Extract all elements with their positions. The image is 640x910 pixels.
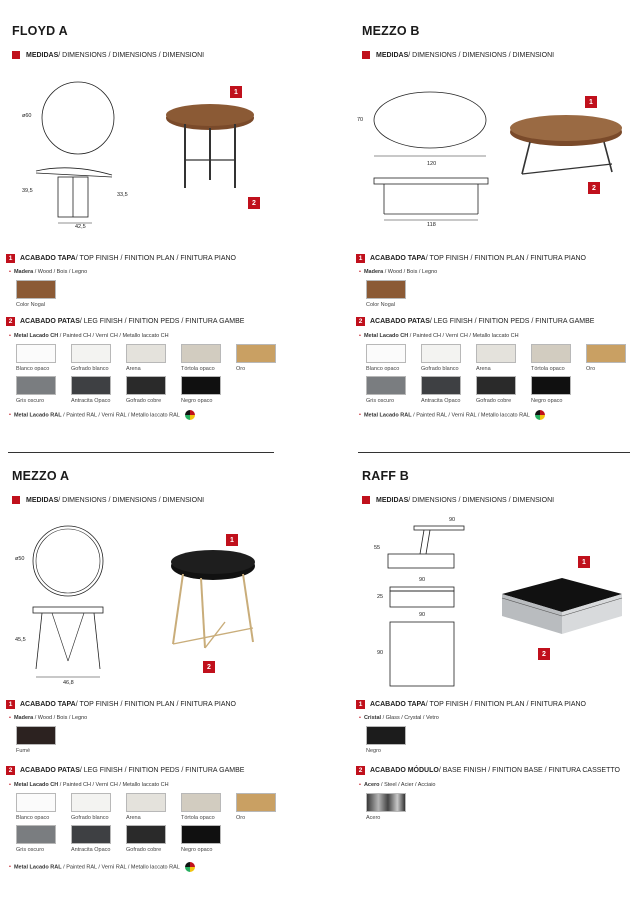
base-finish-heading: 2 ACABADO MÓDULO / BASE FINISH / FINITION BASE / FINITURA CASSETTO xyxy=(356,766,640,775)
ral-palette-icon xyxy=(185,410,195,420)
mezzo-b-product-image xyxy=(508,110,628,180)
swatch-chip xyxy=(126,825,166,844)
dimension-label: 33,5 xyxy=(117,192,128,198)
swatch xyxy=(126,825,166,853)
swatch xyxy=(366,344,406,372)
floyd-a-plan-drawing xyxy=(38,78,118,158)
swatch-chip xyxy=(16,344,56,363)
swatch-row xyxy=(16,793,296,821)
swatch-chip xyxy=(16,825,56,844)
swatch-label: Acero xyxy=(366,815,381,821)
raff-b-elevation-closed-drawing xyxy=(388,585,458,610)
swatch xyxy=(366,793,406,821)
material-subheading: • Madera / Wood / Bois / Legno xyxy=(9,715,88,721)
dimension-label: 120 xyxy=(427,161,437,167)
top-finish-heading: 1 ACABADO TAPA / TOP FINISH / FINITION PLAN / FINITURA PIANO xyxy=(6,254,296,263)
swatch xyxy=(421,376,461,404)
swatch xyxy=(16,726,56,754)
swatch-label: Blanco opaco xyxy=(16,366,50,372)
product-title: RAFF B xyxy=(362,469,410,483)
swatch-chip xyxy=(181,825,221,844)
swatch-row xyxy=(366,376,640,404)
swatch-chip xyxy=(366,726,406,745)
dimension-label: 25 xyxy=(377,594,384,600)
swatch xyxy=(71,376,111,404)
red-square-icon xyxy=(362,51,370,59)
swatch xyxy=(16,376,56,404)
swatch-chip xyxy=(531,344,571,363)
swatch-chip xyxy=(16,793,56,812)
swatch-chip xyxy=(16,280,56,299)
swatch-label: Gris oscuro xyxy=(16,847,45,853)
swatch xyxy=(236,344,276,372)
section-raff-b xyxy=(362,469,640,504)
swatch-label: Antracita Opaco xyxy=(421,398,461,404)
dimensions-heading: MEDIDAS / DIMENSIONS / DIMENSIONS / DIMENSIONI xyxy=(12,496,302,504)
swatch-chip xyxy=(421,344,461,363)
dimension-label: 90 xyxy=(377,650,384,656)
mezzo-a-finishes xyxy=(6,700,296,872)
swatch-chip xyxy=(586,344,626,363)
swatch xyxy=(71,793,111,821)
callout-1: 1 xyxy=(578,556,590,568)
dimension-label: 55 xyxy=(374,545,381,551)
swatch-chip xyxy=(236,793,276,812)
swatch-chip xyxy=(476,376,516,395)
swatch xyxy=(126,376,166,404)
swatch-chip xyxy=(531,376,571,395)
red-square-icon xyxy=(12,496,20,504)
ral-subheading: • Metal Lacado RAL / Painted RAL / Vernì RAL / Metallo laccato RAL xyxy=(9,862,296,872)
swatch-label: Oro xyxy=(236,366,246,372)
material-subheading: • Madera / Wood / Bois / Legno xyxy=(9,269,88,275)
swatch xyxy=(181,793,221,821)
swatch-label: Tórtola opaco xyxy=(531,366,565,372)
swatch xyxy=(366,376,406,404)
swatch xyxy=(366,726,406,754)
swatch xyxy=(126,344,166,372)
swatch xyxy=(16,280,56,308)
swatch xyxy=(126,793,166,821)
mezzo-b-elevation-drawing xyxy=(372,176,492,221)
red-square-icon xyxy=(362,496,370,504)
ral-subheading: • Metal Lacado RAL / Painted RAL / Vernì RAL / Metallo laccato RAL xyxy=(9,410,296,420)
mezzo-a-product-image xyxy=(165,548,265,658)
swatch-label: Arena xyxy=(126,815,141,821)
swatch-row xyxy=(16,376,296,404)
floyd-a-product-image xyxy=(160,100,260,200)
ral-subheading: • Metal Lacado RAL / Painted RAL / Vernì RAL / Metallo laccato RAL xyxy=(359,410,640,420)
leg-finish-heading: 2 ACABADO PATAS / LEG FINISH / FINITION PEDS / FINITURA GAMBE xyxy=(6,317,296,326)
material-subheading: • Metal Lacado CH / Painted CH / Vernì CH / Metallo laccato CH xyxy=(359,333,519,339)
swatch-label: Color Nogal xyxy=(16,302,46,308)
mezzo-a-plan-drawing xyxy=(30,523,110,603)
swatch-label: Arena xyxy=(126,366,141,372)
product-title: MEZZO B xyxy=(362,24,420,38)
swatch xyxy=(181,344,221,372)
material-subheading: • Metal Lacado CH / Painted CH / Vernì CH / Metallo laccato CH xyxy=(9,333,169,339)
swatch-chip xyxy=(16,726,56,745)
swatch-label: Negro opaco xyxy=(531,398,563,404)
mezzo-b-finishes xyxy=(356,254,640,420)
swatch xyxy=(16,825,56,853)
swatch-label: Gofrado blanco xyxy=(71,815,109,821)
product-title: MEZZO A xyxy=(12,469,70,483)
swatch xyxy=(421,344,461,372)
top-finish-heading: 1 ACABADO TAPA / TOP FINISH / FINITION PLAN / FINITURA PIANO xyxy=(356,700,640,709)
swatch xyxy=(181,825,221,853)
swatch xyxy=(476,376,516,404)
callout-1: 1 xyxy=(226,534,238,546)
swatch-label: Negro opaco xyxy=(181,398,213,404)
ral-palette-icon xyxy=(185,862,195,872)
raff-b-product-image xyxy=(492,572,627,642)
swatch xyxy=(236,793,276,821)
dimension-label: 90 xyxy=(449,517,456,523)
swatch xyxy=(16,793,56,821)
swatch xyxy=(476,344,516,372)
divider-right xyxy=(358,452,630,453)
mezzo-b-plan-drawing xyxy=(372,88,492,158)
swatch-label: Negro opaco xyxy=(181,847,213,853)
leg-swatch-grid xyxy=(366,344,640,404)
material-subheading: • Metal Lacado CH / Painted CH / Vernì CH / Metallo laccato CH xyxy=(9,782,169,788)
swatch-chip xyxy=(476,344,516,363)
dimension-label: 90 xyxy=(419,612,426,618)
swatch-label: Gris oscuro xyxy=(16,398,45,404)
swatch-label: Fumé xyxy=(16,748,31,754)
swatch xyxy=(181,376,221,404)
swatch xyxy=(586,344,626,372)
swatch-label: Blanco opaco xyxy=(16,815,50,821)
raff-b-plan-drawing xyxy=(388,620,458,690)
dimension-label: 42,5 xyxy=(75,224,86,230)
swatch-chip xyxy=(181,793,221,812)
swatch xyxy=(531,344,571,372)
swatch-chip xyxy=(366,376,406,395)
swatch-chip xyxy=(366,344,406,363)
dimension-label: ø60 xyxy=(22,113,32,119)
dimension-label: 46,8 xyxy=(63,680,74,686)
callout-1: 1 xyxy=(585,96,597,108)
swatch-label: Oro xyxy=(586,366,596,372)
swatch-label: Gofrado cobre xyxy=(126,847,162,853)
callout-2: 2 xyxy=(203,661,215,673)
callout-2: 2 xyxy=(588,182,600,194)
swatch-chip xyxy=(16,376,56,395)
swatch-chip xyxy=(421,376,461,395)
swatch xyxy=(71,825,111,853)
leg-swatch-grid xyxy=(16,344,296,404)
callout-2: 2 xyxy=(538,648,550,660)
divider-left xyxy=(8,452,274,453)
top-finish-heading: 1 ACABADO TAPA / TOP FINISH / FINITION PLAN / FINITURA PIANO xyxy=(6,700,296,709)
swatch-label: Gris oscuro xyxy=(366,398,395,404)
floyd-a-finishes xyxy=(6,254,296,420)
product-title: FLOYD A xyxy=(12,24,68,38)
swatch-label: Negro xyxy=(366,748,381,754)
floyd-a-elevation-drawing xyxy=(30,165,120,225)
swatch-label: Tórtola opaco xyxy=(181,815,215,821)
swatch xyxy=(366,280,406,308)
swatch-chip xyxy=(366,280,406,299)
swatch-label: Arena xyxy=(476,366,491,372)
dimension-label: 118 xyxy=(427,222,436,228)
swatch xyxy=(71,344,111,372)
section-mezzo-b xyxy=(362,24,640,59)
leg-finish-heading: 2 ACABADO PATAS / LEG FINISH / FINITION PEDS / FINITURA GAMBE xyxy=(6,766,296,775)
dimension-label: 90 xyxy=(419,577,426,583)
swatch-label: Oro xyxy=(236,815,246,821)
raff-b-elevation-open-drawing xyxy=(386,524,466,574)
callout-1: 1 xyxy=(230,86,242,98)
dimension-label: ø50 xyxy=(15,556,25,562)
swatch-row xyxy=(366,344,640,372)
dimension-label: 45,5 xyxy=(15,637,26,643)
section-mezzo-a xyxy=(12,469,302,504)
swatch-chip xyxy=(126,793,166,812)
swatch-label: Gofrado blanco xyxy=(421,366,459,372)
dimensions-heading: MEDIDAS / DIMENSIONS / DIMENSIONS / DIMENSIONI xyxy=(12,51,302,59)
section-floyd-a xyxy=(12,24,302,59)
material-subheading: • Cristal / Glass / Crystal / Vetro xyxy=(359,715,439,721)
dimension-label: 39,5 xyxy=(22,188,33,194)
swatch-row xyxy=(16,344,296,372)
swatch-chip xyxy=(236,344,276,363)
material-subheading: • Acero / Steel / Acier / Acciaio xyxy=(359,782,436,788)
raff-b-finishes xyxy=(356,700,640,821)
leg-finish-heading: 2 ACABADO PATAS / LEG FINISH / FINITION PEDS / FINITURA GAMBE xyxy=(356,317,640,326)
ral-palette-icon xyxy=(535,410,545,420)
swatch-chip xyxy=(126,344,166,363)
red-square-icon xyxy=(12,51,20,59)
swatch-chip xyxy=(366,793,406,812)
leg-swatch-grid xyxy=(16,793,296,853)
dimensions-heading: MEDIDAS / DIMENSIONS / DIMENSIONS / DIMENSIONI xyxy=(362,496,640,504)
swatch-chip xyxy=(71,376,111,395)
swatch xyxy=(16,344,56,372)
swatch-label: Antracita Opaco xyxy=(71,847,111,853)
swatch-chip xyxy=(181,344,221,363)
swatch-label: Antracita Opaco xyxy=(71,398,111,404)
swatch-label: Blanco opaco xyxy=(366,366,400,372)
swatch-label: Gofrado cobre xyxy=(476,398,512,404)
swatch-chip xyxy=(71,825,111,844)
swatch-row xyxy=(16,825,296,853)
swatch-label: Color Nogal xyxy=(366,302,396,308)
callout-2: 2 xyxy=(248,197,260,209)
mezzo-a-elevation-drawing xyxy=(30,605,110,685)
swatch-label: Tórtola opaco xyxy=(181,366,215,372)
dimensions-heading: MEDIDAS / DIMENSIONS / DIMENSIONS / DIMENSIONI xyxy=(362,51,640,59)
swatch-chip xyxy=(71,344,111,363)
swatch xyxy=(531,376,571,404)
swatch-chip xyxy=(126,376,166,395)
swatch-label: Gofrado cobre xyxy=(126,398,162,404)
top-finish-heading: 1 ACABADO TAPA / TOP FINISH / FINITION PLAN / FINITURA PIANO xyxy=(356,254,640,263)
material-subheading: • Madera / Wood / Bois / Legno xyxy=(359,269,438,275)
swatch-chip xyxy=(181,376,221,395)
swatch-label: Gofrado blanco xyxy=(71,366,109,372)
dimension-label: 70 xyxy=(357,117,364,123)
swatch-chip xyxy=(71,793,111,812)
